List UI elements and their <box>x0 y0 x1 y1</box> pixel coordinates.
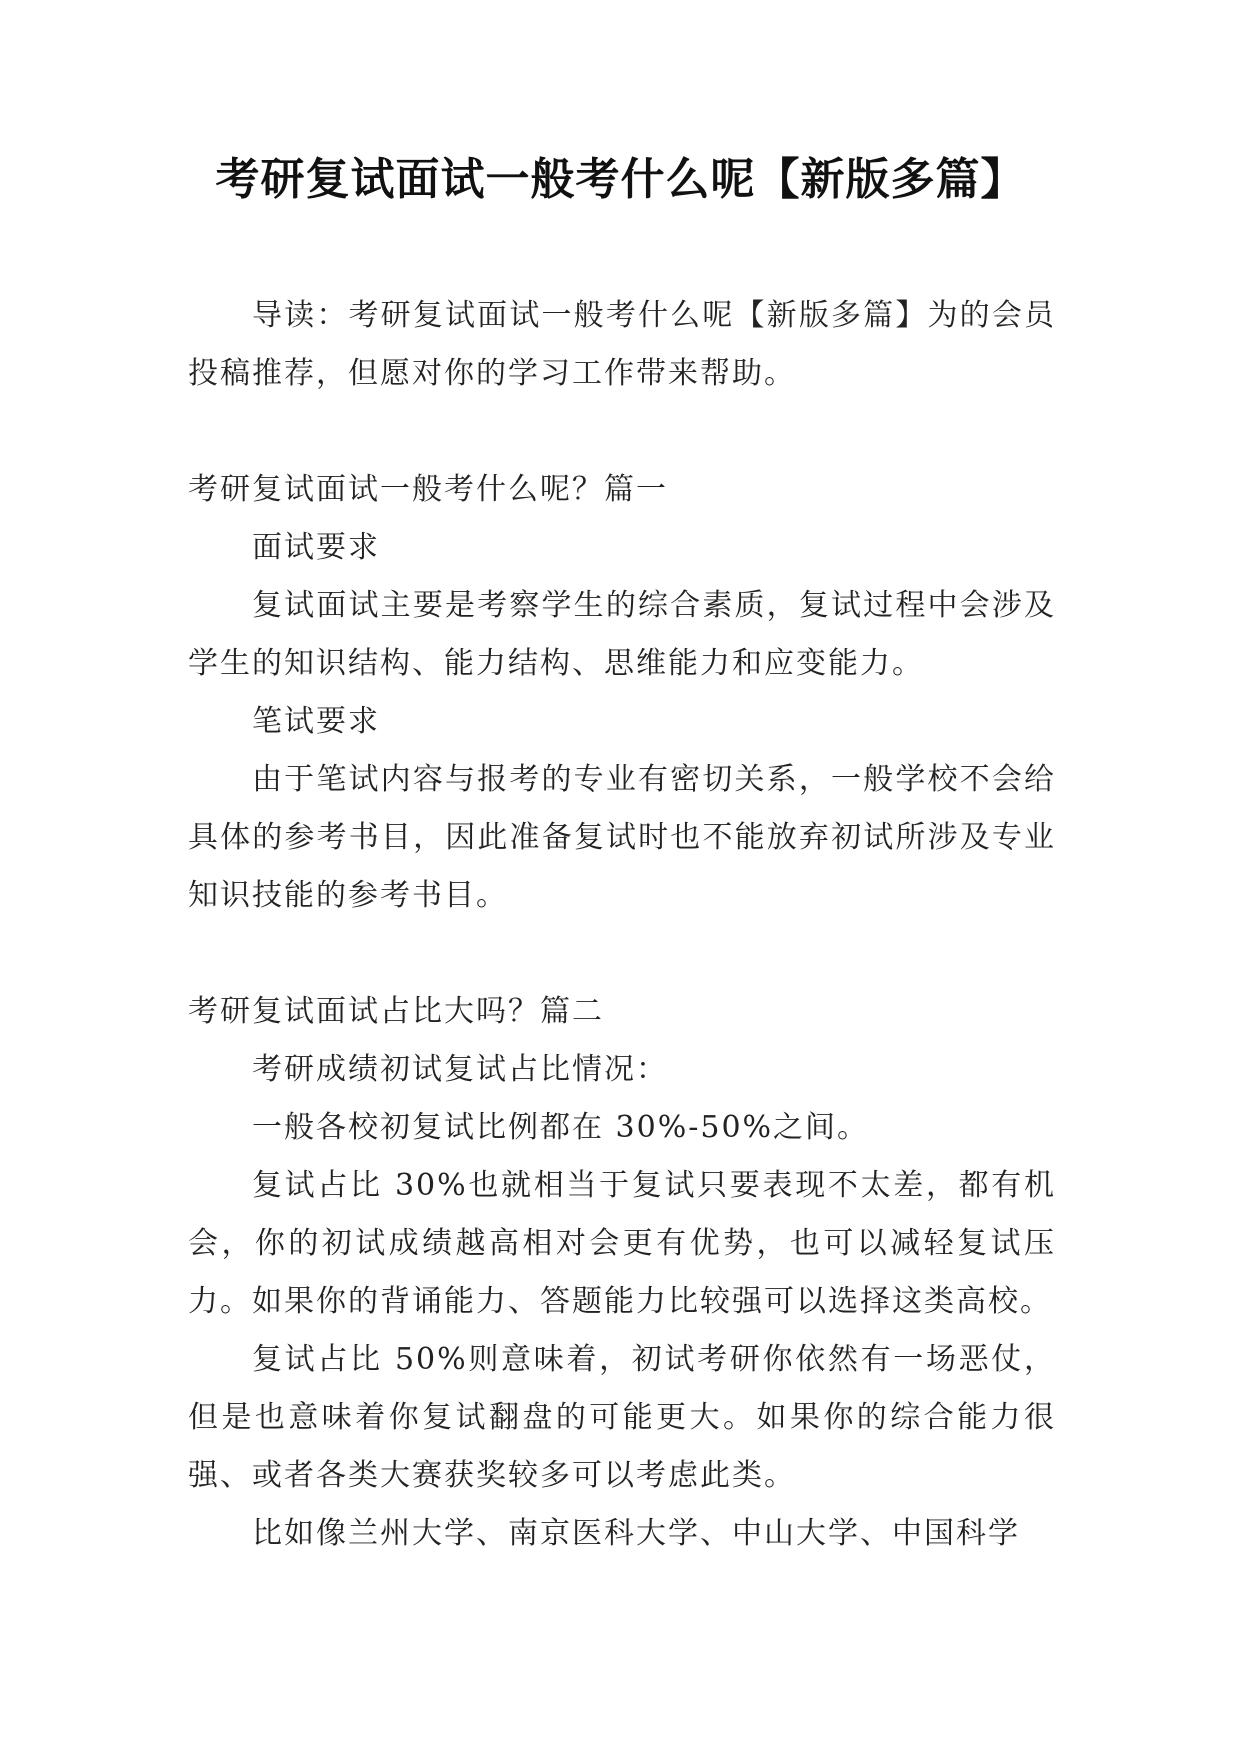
section1-subheading-interview: 面试要求 <box>252 530 380 565</box>
section1-heading: 考研复试面试一般考什么呢？篇一 <box>188 472 668 507</box>
section1-paragraph: 复试面试主要是考察学生的综合素质，复试过程中会涉及学生的知识结构、能力结构、思维能力和应变能力。 <box>188 588 1056 681</box>
section2-paragraph: 复试占比 30%也就相当于复试只要表现不太差，都有机会，你的初试成绩越高相对会更有优势，也可以减轻复试压力。如果你的背诵能力、答题能力比较强可以选择这类高校。 <box>188 1168 1056 1319</box>
section2-paragraph: 考研成绩初试复试占比情况： <box>252 1052 668 1087</box>
section1-subheading-written: 笔试要求 <box>252 704 380 739</box>
section1-paragraph: 由于笔试内容与报考的专业有密切关系，一般学校不会给具体的参考书目，因此准备复试时也不能放弃初试所涉及专业知识技能的参考书目。 <box>188 762 1056 913</box>
spacer <box>188 403 1056 461</box>
section2-paragraph: 一般各校初复试比例都在 30%-50%之间。 <box>252 1110 870 1145</box>
section2-paragraph: 比如像兰州大学、南京医科大学、中山大学、中国科学 <box>252 1516 1020 1551</box>
section2-heading: 考研复试面试占比大吗？篇二 <box>188 994 604 1029</box>
intro-paragraph: 导读：考研复试面试一般考什么呢【新版多篇】为的会员投稿推荐，但愿对你的学习工作带来帮助。 <box>188 298 1056 391</box>
document-body <box>188 287 1056 1563</box>
section2-paragraph: 复试占比 50%则意味着，初试考研你依然有一场恶仗，但是也意味着你复试翻盘的可能更大。如果你的综合能力很强、或者各类大赛获奖较多可以考虑此类。 <box>188 1342 1056 1493</box>
spacer <box>188 925 1056 983</box>
document-title: 考研复试面试一般考什么呢【新版多篇】 <box>215 154 1026 205</box>
